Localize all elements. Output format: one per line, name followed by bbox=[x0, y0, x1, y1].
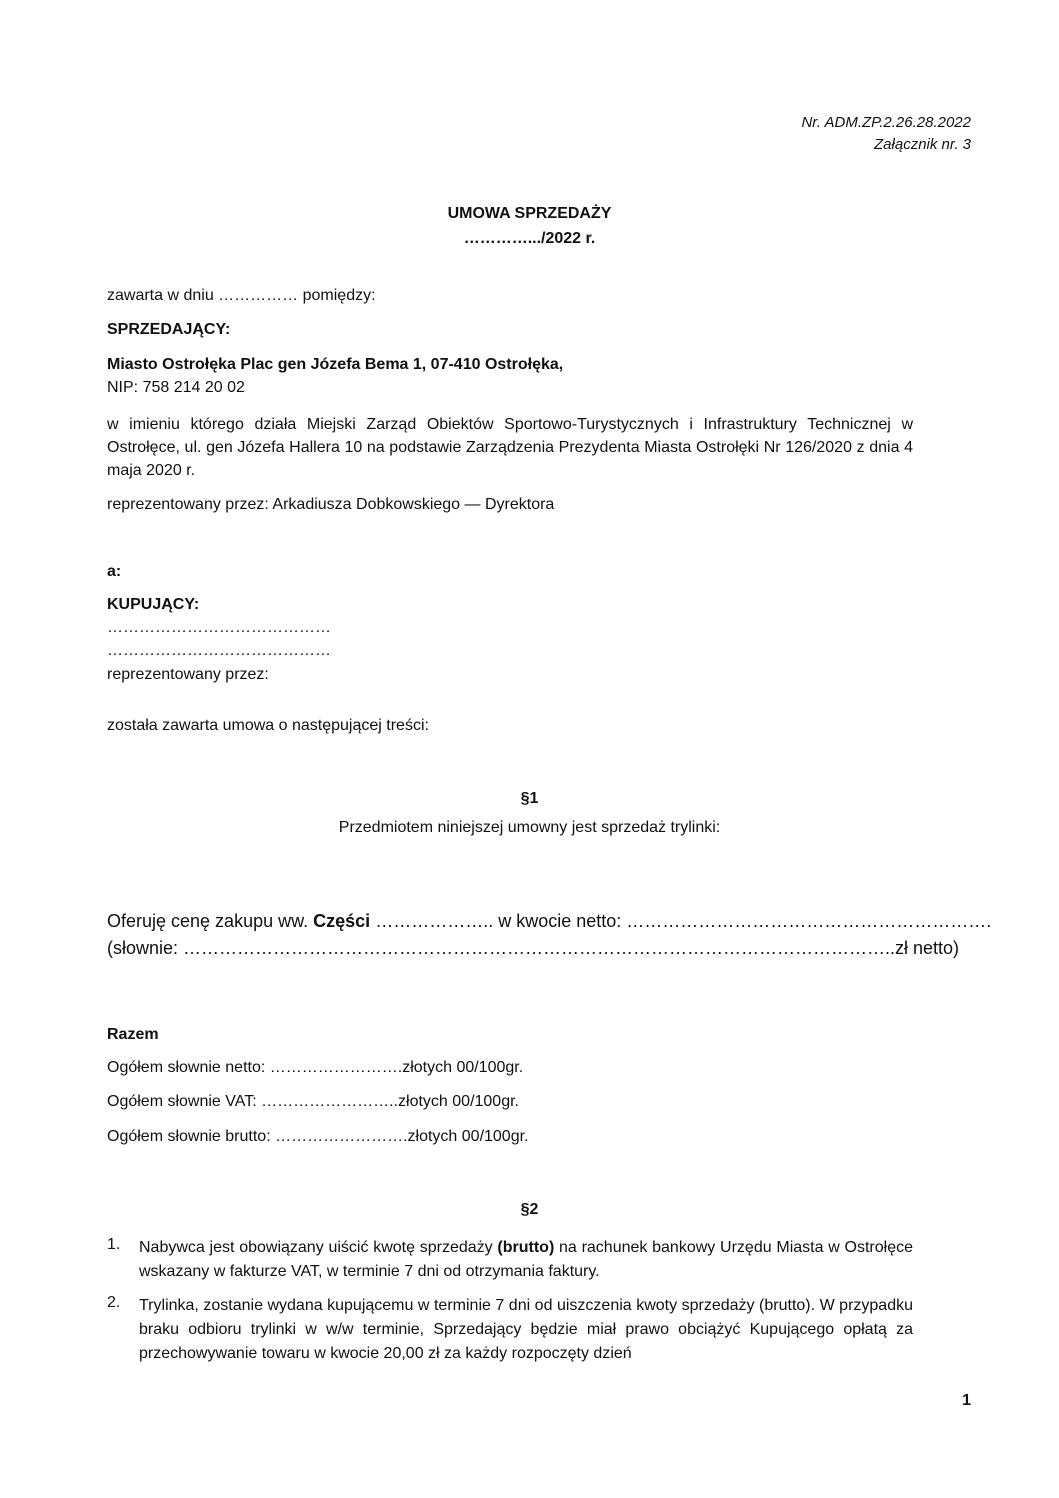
attachment-label: Załącznik nr. 3 bbox=[874, 136, 971, 153]
document-title: UMOWA SPRZEDAŻY bbox=[447, 205, 612, 222]
list-item-1-text-a: Nabywca jest obowiązany uiścić kwotę sprzedaży bbox=[139, 1239, 498, 1256]
buyer-line-1: …………………………………… bbox=[107, 619, 331, 636]
page-number: 1 bbox=[962, 1392, 971, 1409]
offer-line-1 bbox=[107, 911, 991, 932]
seller-name: Miasto Ostrołęka Plac gen Józefa Bema 1, 07-410 Ostrołęka, bbox=[107, 356, 564, 373]
document-number: ………….../2022 r. bbox=[463, 230, 596, 247]
contract-intro: została zawarta umowa o następującej treści: bbox=[107, 717, 429, 734]
and-label: a: bbox=[107, 563, 122, 580]
offer-bold-parts: Części bbox=[313, 911, 371, 931]
section-2-heading: §2 bbox=[520, 1201, 539, 1218]
concluded-line: zawarta w dniu …………… pomiędzy: bbox=[107, 287, 376, 304]
buyer-label: KUPUJĄCY: bbox=[107, 596, 200, 613]
totals-label: Razem bbox=[107, 1026, 159, 1043]
seller-nip: NIP: 758 214 20 02 bbox=[107, 379, 245, 396]
reference-number: Nr. ADM.ZP.2.26.28.2022 bbox=[801, 114, 971, 131]
offer-prefix: Oferuję cenę zakupu ww. bbox=[107, 911, 309, 931]
buyer-line-2: …………………………………… bbox=[107, 642, 331, 659]
buyer-representative: reprezentowany przez: bbox=[107, 666, 269, 683]
seller-label: SPRZEDAJĄCY: bbox=[107, 321, 231, 338]
list-item-2-number: 2. bbox=[107, 1294, 121, 1311]
totals-net: Ogółem słownie netto: …………………….złotych 00/100gr. bbox=[107, 1059, 524, 1076]
list-item-1-text bbox=[139, 1236, 913, 1284]
list-item-2-text: Trylinka, zostanie wydana kupującemu w terminie 7 dni od uiszczenia kwoty sprzedaży (brutto). W przypadku braku odbioru trylinki w w/w terminie, Sprzedający będzie miał prawo obciążyć Kupującego opłatą za przechowywanie towaru w kwocie 20,00 zł za każdy rozpoczęty dzień bbox=[139, 1297, 913, 1362]
section-1-heading: §1 bbox=[520, 790, 539, 807]
seller-representative: reprezentowany przez: Arkadiusza Dobkowskiego — Dyrektora bbox=[107, 496, 555, 513]
offer-line-2: (słownie: ………………………………………………………………………………………………………..zł netto) bbox=[107, 938, 960, 958]
section-1-subject: Przedmiotem niniejszej umowny jest sprzedaż trylinki: bbox=[338, 819, 721, 836]
list-item-1-text-b: na rachunek bankowy Urzędu Miasta w Ostrołęce wskazany w fakturze VAT, w terminie 7 dni od otrzymania faktury. bbox=[139, 1239, 914, 1280]
totals-gross: Ogółem słownie brutto: …………………….złotych 00/100gr. bbox=[107, 1128, 529, 1145]
totals-vat: Ogółem słownie VAT: ……………………..złotych 00/100gr. bbox=[107, 1093, 519, 1110]
offer-amount-net: ……………….. w kwocie netto: ……………………………………………………. bbox=[375, 911, 992, 931]
list-item-1-bold: (brutto) bbox=[497, 1239, 555, 1256]
seller-acting-paragraph: w imieniu którego działa Miejski Zarząd Obiektów Sportowo-Turystycznych i Infrastruktury Technicznej w Ostrołęce, ul. gen Józefa Hallera 10 na podstawie Zarządzenia Prezydenta Miasta Ostrołęki Nr 126/2020 z dnia 4 maja 2020 r. bbox=[107, 416, 913, 479]
list-item-1-number: 1. bbox=[107, 1236, 121, 1253]
